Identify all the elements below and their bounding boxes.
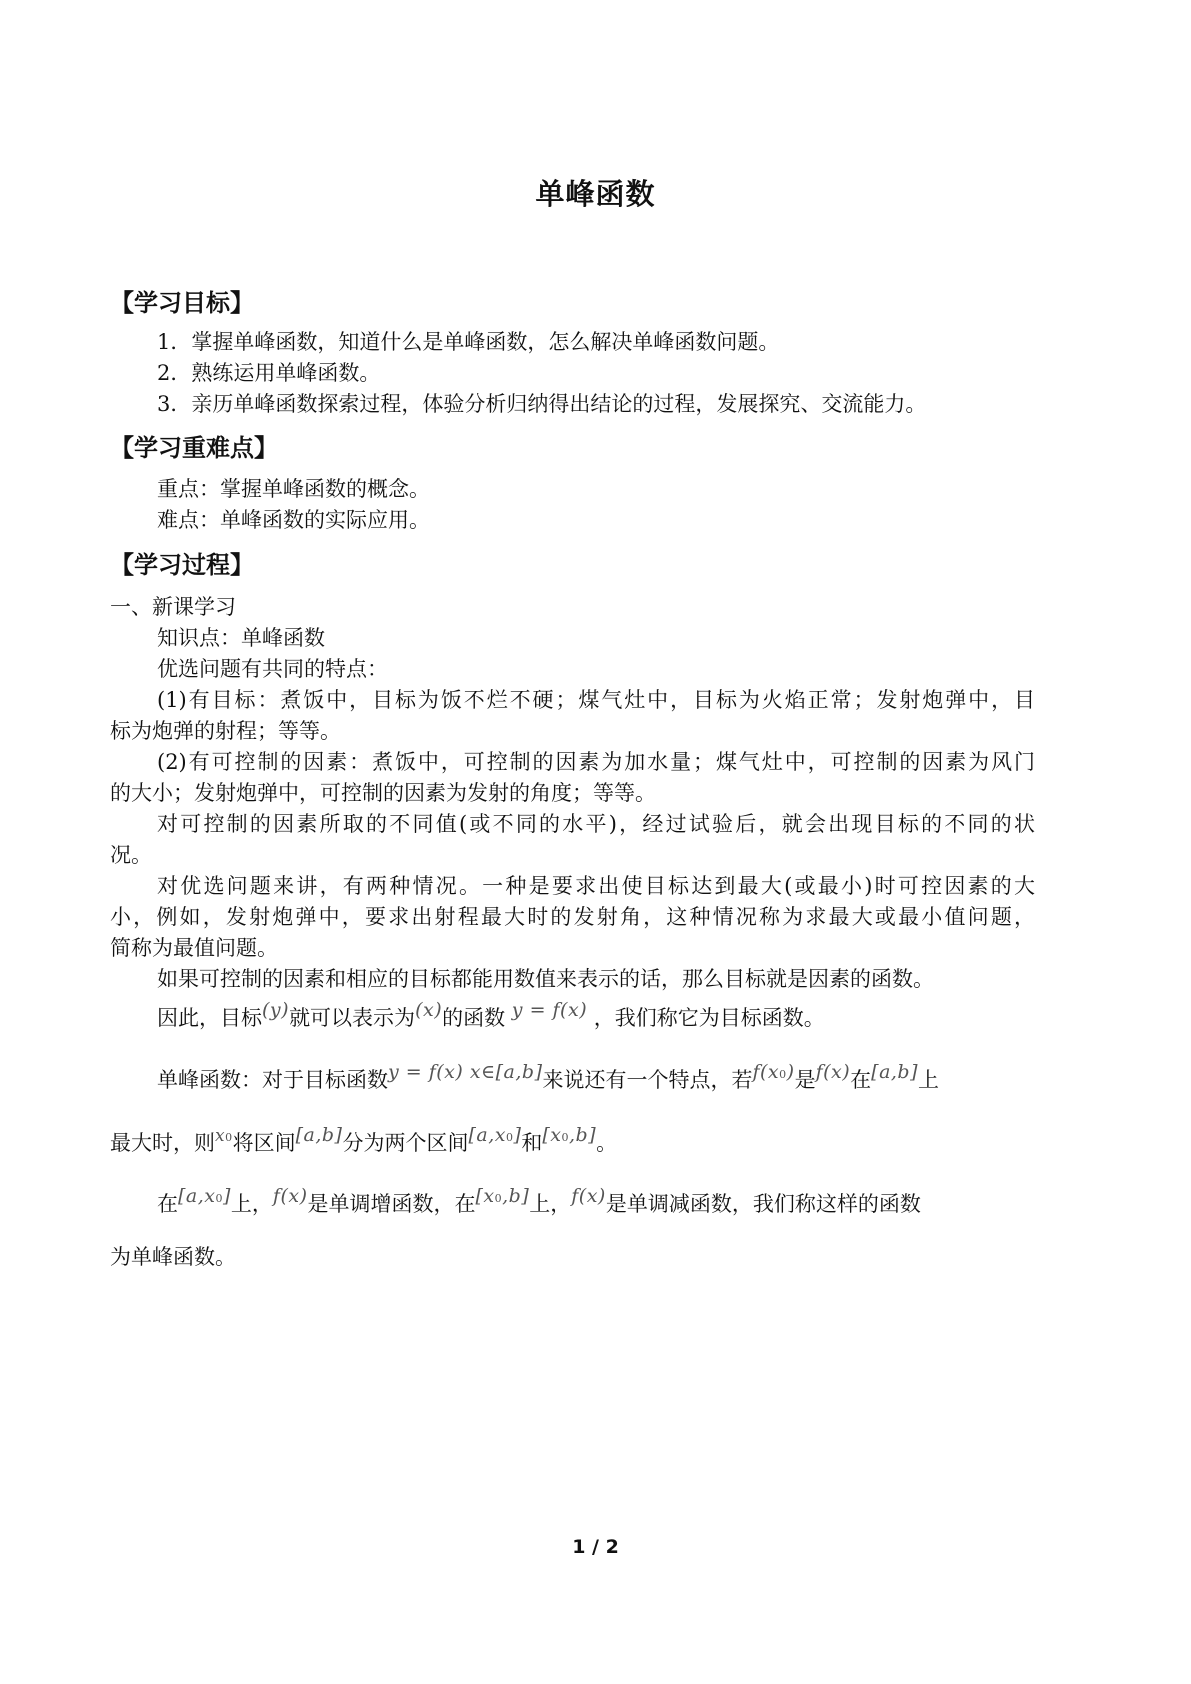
math-expression: (y) bbox=[262, 999, 290, 1021]
part-title: 一、新课学习 bbox=[110, 595, 236, 619]
math-expression: [x0,b] bbox=[542, 1124, 597, 1146]
focus-point: 重点：掌握单峰函数的概念。 bbox=[157, 477, 430, 501]
math-expression: [a,x0] bbox=[178, 1185, 231, 1207]
math-expression: x0 bbox=[215, 1126, 233, 1146]
paragraph-line: 单峰函数：对于目标函数y = f(x) x∈[a,b]来说还有一个特点，若f(x0)是f(x)在[a,b]上 bbox=[157, 1061, 940, 1092]
math-expression: f(x) bbox=[815, 1061, 851, 1083]
math-expression: y = f(x) x∈[a,b] bbox=[388, 1061, 543, 1083]
paragraph-line: 因此，目标(y)就可以表示为(x)的函数 y = f(x) ，我们称它为目标函数。 bbox=[157, 999, 825, 1030]
paragraph-line: (2)有可控制的因素：煮饭中，可控制的因素为加水量；煤气灶中，可控制的因素为风门 bbox=[157, 750, 1035, 774]
paragraph-line: 的大小；发射炮弹中，可控制的因素为发射的角度；等等。 bbox=[110, 781, 656, 805]
paragraph-line: (1)有目标：煮饭中，目标为饭不烂不硬；煤气灶中，目标为火焰正常；发射炮弹中，目 bbox=[157, 688, 1035, 712]
math-expression: f(x) bbox=[272, 1185, 308, 1207]
math-expression: y = f(x) bbox=[511, 999, 588, 1021]
math-expression: [a,x0] bbox=[468, 1124, 522, 1146]
math-expression: f(x) bbox=[571, 1185, 606, 1207]
paragraph-line: 标为炮弹的射程；等等。 bbox=[110, 719, 341, 743]
objective-item: 2．熟练运用单峰函数。 bbox=[157, 361, 381, 385]
math-expression: [x0,b] bbox=[475, 1185, 530, 1207]
knowledge-point: 知识点：单峰函数 bbox=[157, 626, 325, 650]
math-expression: (x) bbox=[415, 999, 443, 1021]
difficulty-point: 难点：单峰函数的实际应用。 bbox=[157, 508, 430, 532]
math-expression: [a,b] bbox=[295, 1124, 343, 1146]
paragraph-line: 况。 bbox=[110, 843, 152, 867]
objectives-heading: 【学习目标】 bbox=[110, 289, 254, 317]
paragraph-line: 在[a,x0]上，f(x)是单调增函数，在[x0,b]上，f(x)是单调减函数，我们称这样的函数 bbox=[157, 1185, 921, 1216]
objective-item: 3．亲历单峰函数探索过程，体验分析归纳得出结论的过程，发展探究、交流能力。 bbox=[157, 392, 927, 416]
process-heading: 【学习过程】 bbox=[110, 551, 254, 579]
math-expression: [a,b] bbox=[871, 1061, 919, 1083]
paragraph-line: 对优选问题来讲，有两种情况。一种是要求出使目标达到最大(或最小)时可控因素的大 bbox=[157, 874, 1035, 898]
math-expression: f(x0) bbox=[752, 1061, 795, 1083]
page-number: 1 / 2 bbox=[572, 1536, 619, 1558]
paragraph-line: 最大时，则$^{x0}$将区间[a,b]分为两个区间[a,x0]和[x0,b]。 bbox=[110, 1124, 618, 1155]
paragraph-line: 小，例如，发射炮弹中，要求出射程最大时的发射角，这种情况称为求最大或最小值问题， bbox=[110, 905, 1035, 929]
objective-item: 1．掌握单峰函数，知道什么是单峰函数，怎么解决单峰函数问题。 bbox=[157, 330, 780, 354]
paragraph-line: 对可控制的因素所取的不同值(或不同的水平)，经过试验后，就会出现目标的不同的状 bbox=[157, 812, 1035, 836]
keypoints-heading: 【学习重难点】 bbox=[110, 434, 278, 462]
paragraph-line: 为单峰函数。 bbox=[110, 1245, 236, 1269]
paragraph-line: 简称为最值问题。 bbox=[110, 936, 278, 960]
page-title: 单峰函数 bbox=[535, 177, 656, 211]
paragraph-line: 如果可控制的因素和相应的目标都能用数值来表示的话，那么目标就是因素的函数。 bbox=[157, 967, 934, 991]
paragraph-line: 优选问题有共同的特点： bbox=[157, 657, 388, 681]
